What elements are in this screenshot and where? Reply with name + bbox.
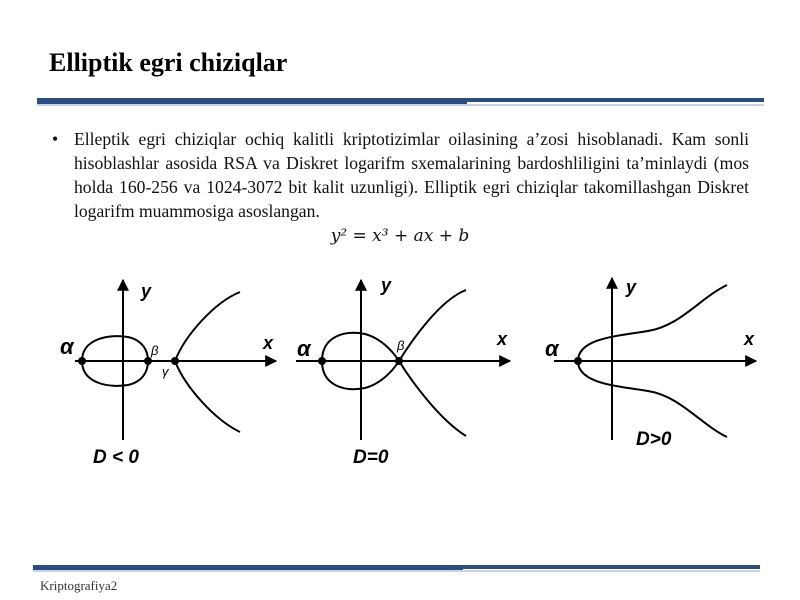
root-point-alpha <box>318 357 326 365</box>
root-point-beta <box>395 357 403 365</box>
root-label-gamma: γ <box>162 364 169 379</box>
footer-divider <box>33 565 760 573</box>
x-axis-label: x <box>497 329 508 349</box>
root-point-beta <box>144 357 152 365</box>
y-axis-label: y <box>141 281 152 301</box>
title-divider <box>37 98 764 106</box>
root-label-beta: β <box>397 338 405 353</box>
root-label-alpha: α <box>545 336 559 361</box>
bullet-paragraph <box>52 127 749 223</box>
bullet-text: Elleptik egri chiziqlar ochiq kalitli kriptotizimlar oilasining a’zosi hisoblanadi. Kam sonli hisoblashlar asosida RSA va Diskret logarifm sxemalarining bardoshliligini ta’minlaydi (mos holda 160-256 va 1024-3072 bit kalit uzunligi). Elliptik egri chiziqlar takomillashgan Diskret logarifm muammosiga asoslangan. <box>74 129 749 221</box>
y-axis-label: y <box>626 277 637 297</box>
case-label: D=0 <box>353 447 389 468</box>
root-point-alpha <box>78 357 86 365</box>
case-label: D>0 <box>636 429 672 450</box>
curve-panel-d-zero <box>296 275 510 468</box>
curve-panel-d-positive <box>545 277 756 450</box>
slide-title: Elliptik egri chiziqlar <box>49 48 288 77</box>
x-axis-label: x <box>744 329 755 349</box>
root-label-beta: β <box>151 343 159 358</box>
x-axis-label: x <box>263 333 274 353</box>
curve-equation: y² = x³ + ax + b <box>330 226 470 246</box>
root-label-alpha: α <box>297 336 311 361</box>
footer-text: Kriptografiya2 <box>40 578 118 593</box>
elliptic-curves-figure <box>0 262 800 482</box>
open-branch <box>399 290 466 436</box>
curve-panel-d-negative <box>60 280 276 468</box>
root-point-gamma <box>171 357 179 365</box>
case-label: D < 0 <box>93 447 139 468</box>
y-axis-label: y <box>381 275 392 295</box>
root-label-alpha: α <box>60 334 74 359</box>
root-point-alpha <box>574 357 582 365</box>
bullet-marker: • <box>52 129 59 149</box>
